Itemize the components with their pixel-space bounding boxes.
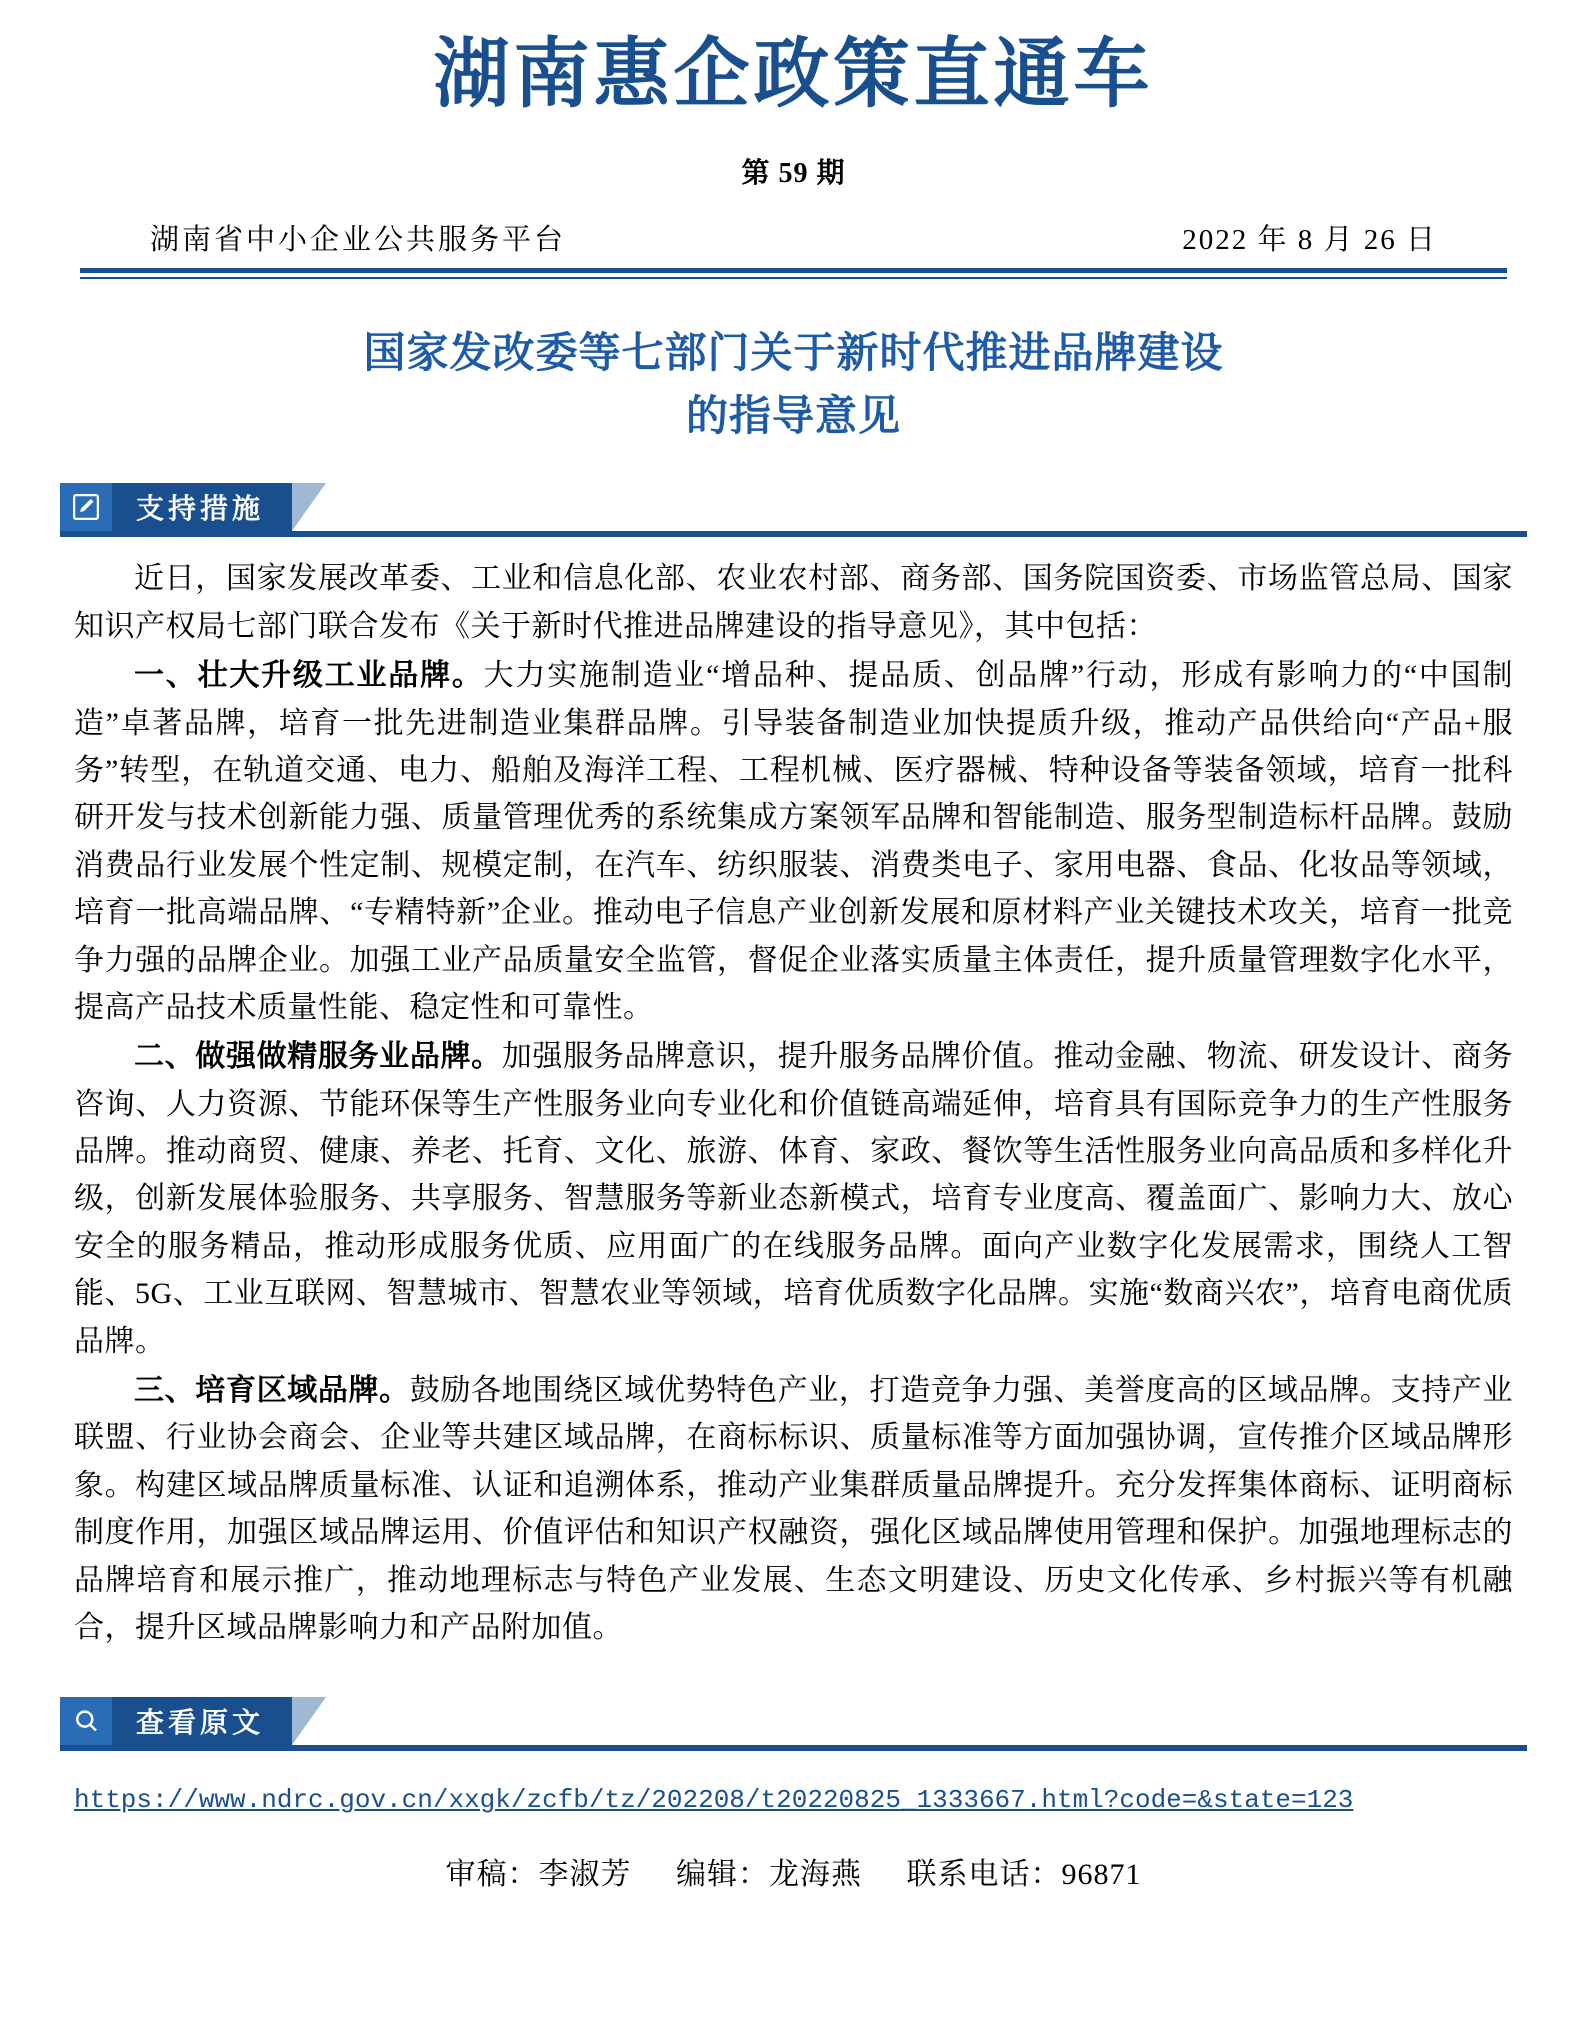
footer-editor: 编辑：龙海燕: [676, 1858, 862, 1892]
search-icon: [60, 1697, 112, 1745]
paragraph-intro: 近日，国家发展改革委、工业和信息化部、农业农村部、商务部、国务院国资委、市场监管总局、国家知识产权局七部门联合发布《关于新时代推进品牌建设的指导意见》，其中包括：: [74, 562, 1513, 643]
publication-title: 湖南惠企政策直通车: [433, 29, 1154, 118]
footer-phone: 联系电话：96871: [906, 1858, 1142, 1892]
section-banner-source: [60, 1697, 1527, 1751]
paragraph-heading-1: 一、壮大升级工业品牌。: [134, 659, 484, 693]
section-label-support: 支持措施: [112, 483, 292, 531]
section-banner-support: [60, 483, 1527, 537]
paragraph-service-brands: [74, 1033, 1513, 1365]
pencil-edit-icon: [60, 483, 112, 531]
platform-name: 湖南省中小企业公共服务平台: [150, 224, 567, 257]
page-title-line-2: 的指导意见: [685, 391, 901, 441]
banner-tail-support: [292, 483, 326, 531]
banner-tail-source: [292, 1697, 326, 1745]
section-body-support: [60, 555, 1527, 1651]
paragraph-heading-3: 三、培育区域品牌。: [134, 1374, 410, 1408]
source-url-link[interactable]: https://www.ndrc.gov.cn/xxgk/zcfb/tz/202208/t20220825_1333667.html?code=&state=123: [74, 1785, 1354, 1816]
page-title: [234, 321, 1354, 447]
source-link-row: [60, 1785, 1527, 1815]
masthead: [60, 0, 1527, 191]
masthead-meta: [60, 217, 1527, 268]
paragraph-text-1: 大力实施制造业“增品种、提品质、创品牌”行动，形成有影响力的“中国制造”卓著品牌，培育一批先进制造业集群品牌。引导装备制造业加快提质升级，推动产品供给向“产品+服务”转型，在轨道交通、电力、船舶及海洋工程、工程机械、医疗器械、特种设备等装备领域，培育一批科研开发与技术创新能力强、质量管理优秀的系统集成方案领军品牌和智能制造、服务型制造标杆品牌。鼓励消费品行业发展个性定制、规模定制，在汽车、纺织服装、消费类电子、家用电器、食品、化妆品等领域，培育一批高端品牌、“专精特新”企业。推动电子信息产业创新发展和原材料产业关键技术攻关，培育一批竞争力强的品牌企业。加强工业产品质量安全监管，督促企业落实质量主体责任，提升质量管理数字化水平，提高产品技术质量性能、稳定性和可靠性。: [74, 659, 1513, 1024]
section-banner-group: [60, 483, 326, 531]
paragraph-text-3: 鼓励各地围绕区域优势特色产业，打造竞争力强、美誉度高的区域品牌。支持产业联盟、行业协会商会、企业等共建区域品牌，在商标标识、质量标准等方面加强协调，宣传推介区域品牌形象。构建区域品牌质量标准、认证和追溯体系，推动产业集群质量品牌提升。充分发挥集体商标、证明商标制度作用，加强区域品牌运用、价值评估和知识产权融资，强化区域品牌使用管理和保护。加强地理标志的品牌培育和展示推广，推动地理标志与特色产业发展、生态文明建设、历史文化传承、乡村振兴等有机融合，提升区域品牌影响力和产品附加值。: [74, 1374, 1514, 1644]
header-divider-thin: [80, 277, 1507, 279]
header-divider-thick: [80, 268, 1507, 273]
issue-number: 第 59 期: [741, 158, 846, 190]
publish-date: 2022 年 8 月 26 日: [1182, 224, 1437, 257]
section-label-source: 查看原文: [112, 1697, 292, 1745]
section-banner-group-source: [60, 1697, 326, 1745]
page-title-line-1: 国家发改委等七部门关于新时代推进品牌建设: [363, 328, 1224, 378]
paragraph-regional-brands: [74, 1367, 1513, 1651]
paragraph-industrial-brands: [74, 652, 1513, 1031]
paragraph-heading-2: 二、做强做精服务业品牌。: [134, 1040, 502, 1074]
section-banner-rule-source: [60, 1745, 1527, 1751]
paragraph-text-2: 加强服务品牌意识，提升服务品牌价值。推动金融、物流、研发设计、商务咨询、人力资源、节能环保等生产性服务业向专业化和价值链高端延伸，培育具有国际竞争力的生产性服务品牌。推动商贸、健康、养老、托育、文化、旅游、体育、家政、餐饮等生活性服务业向高品质和多样化升级，创新发展体验服务、共享服务、智慧服务等新业态新模式，培育专业度高、覆盖面广、影响力大、放心安全的服务精品，推动形成服务优质、应用面广的在线服务品牌。面向产业数字化发展需求，围绕人工智能、5G、工业互联网、智慧城市、智慧农业等领域，培育优质数字化品牌。实施“数商兴农”，培育电商优质品牌。: [74, 1040, 1514, 1358]
document-footer: [60, 1849, 1527, 1919]
footer-reviewer: 审稿：李淑芳: [445, 1858, 632, 1892]
section-banner-rule: [60, 531, 1527, 537]
